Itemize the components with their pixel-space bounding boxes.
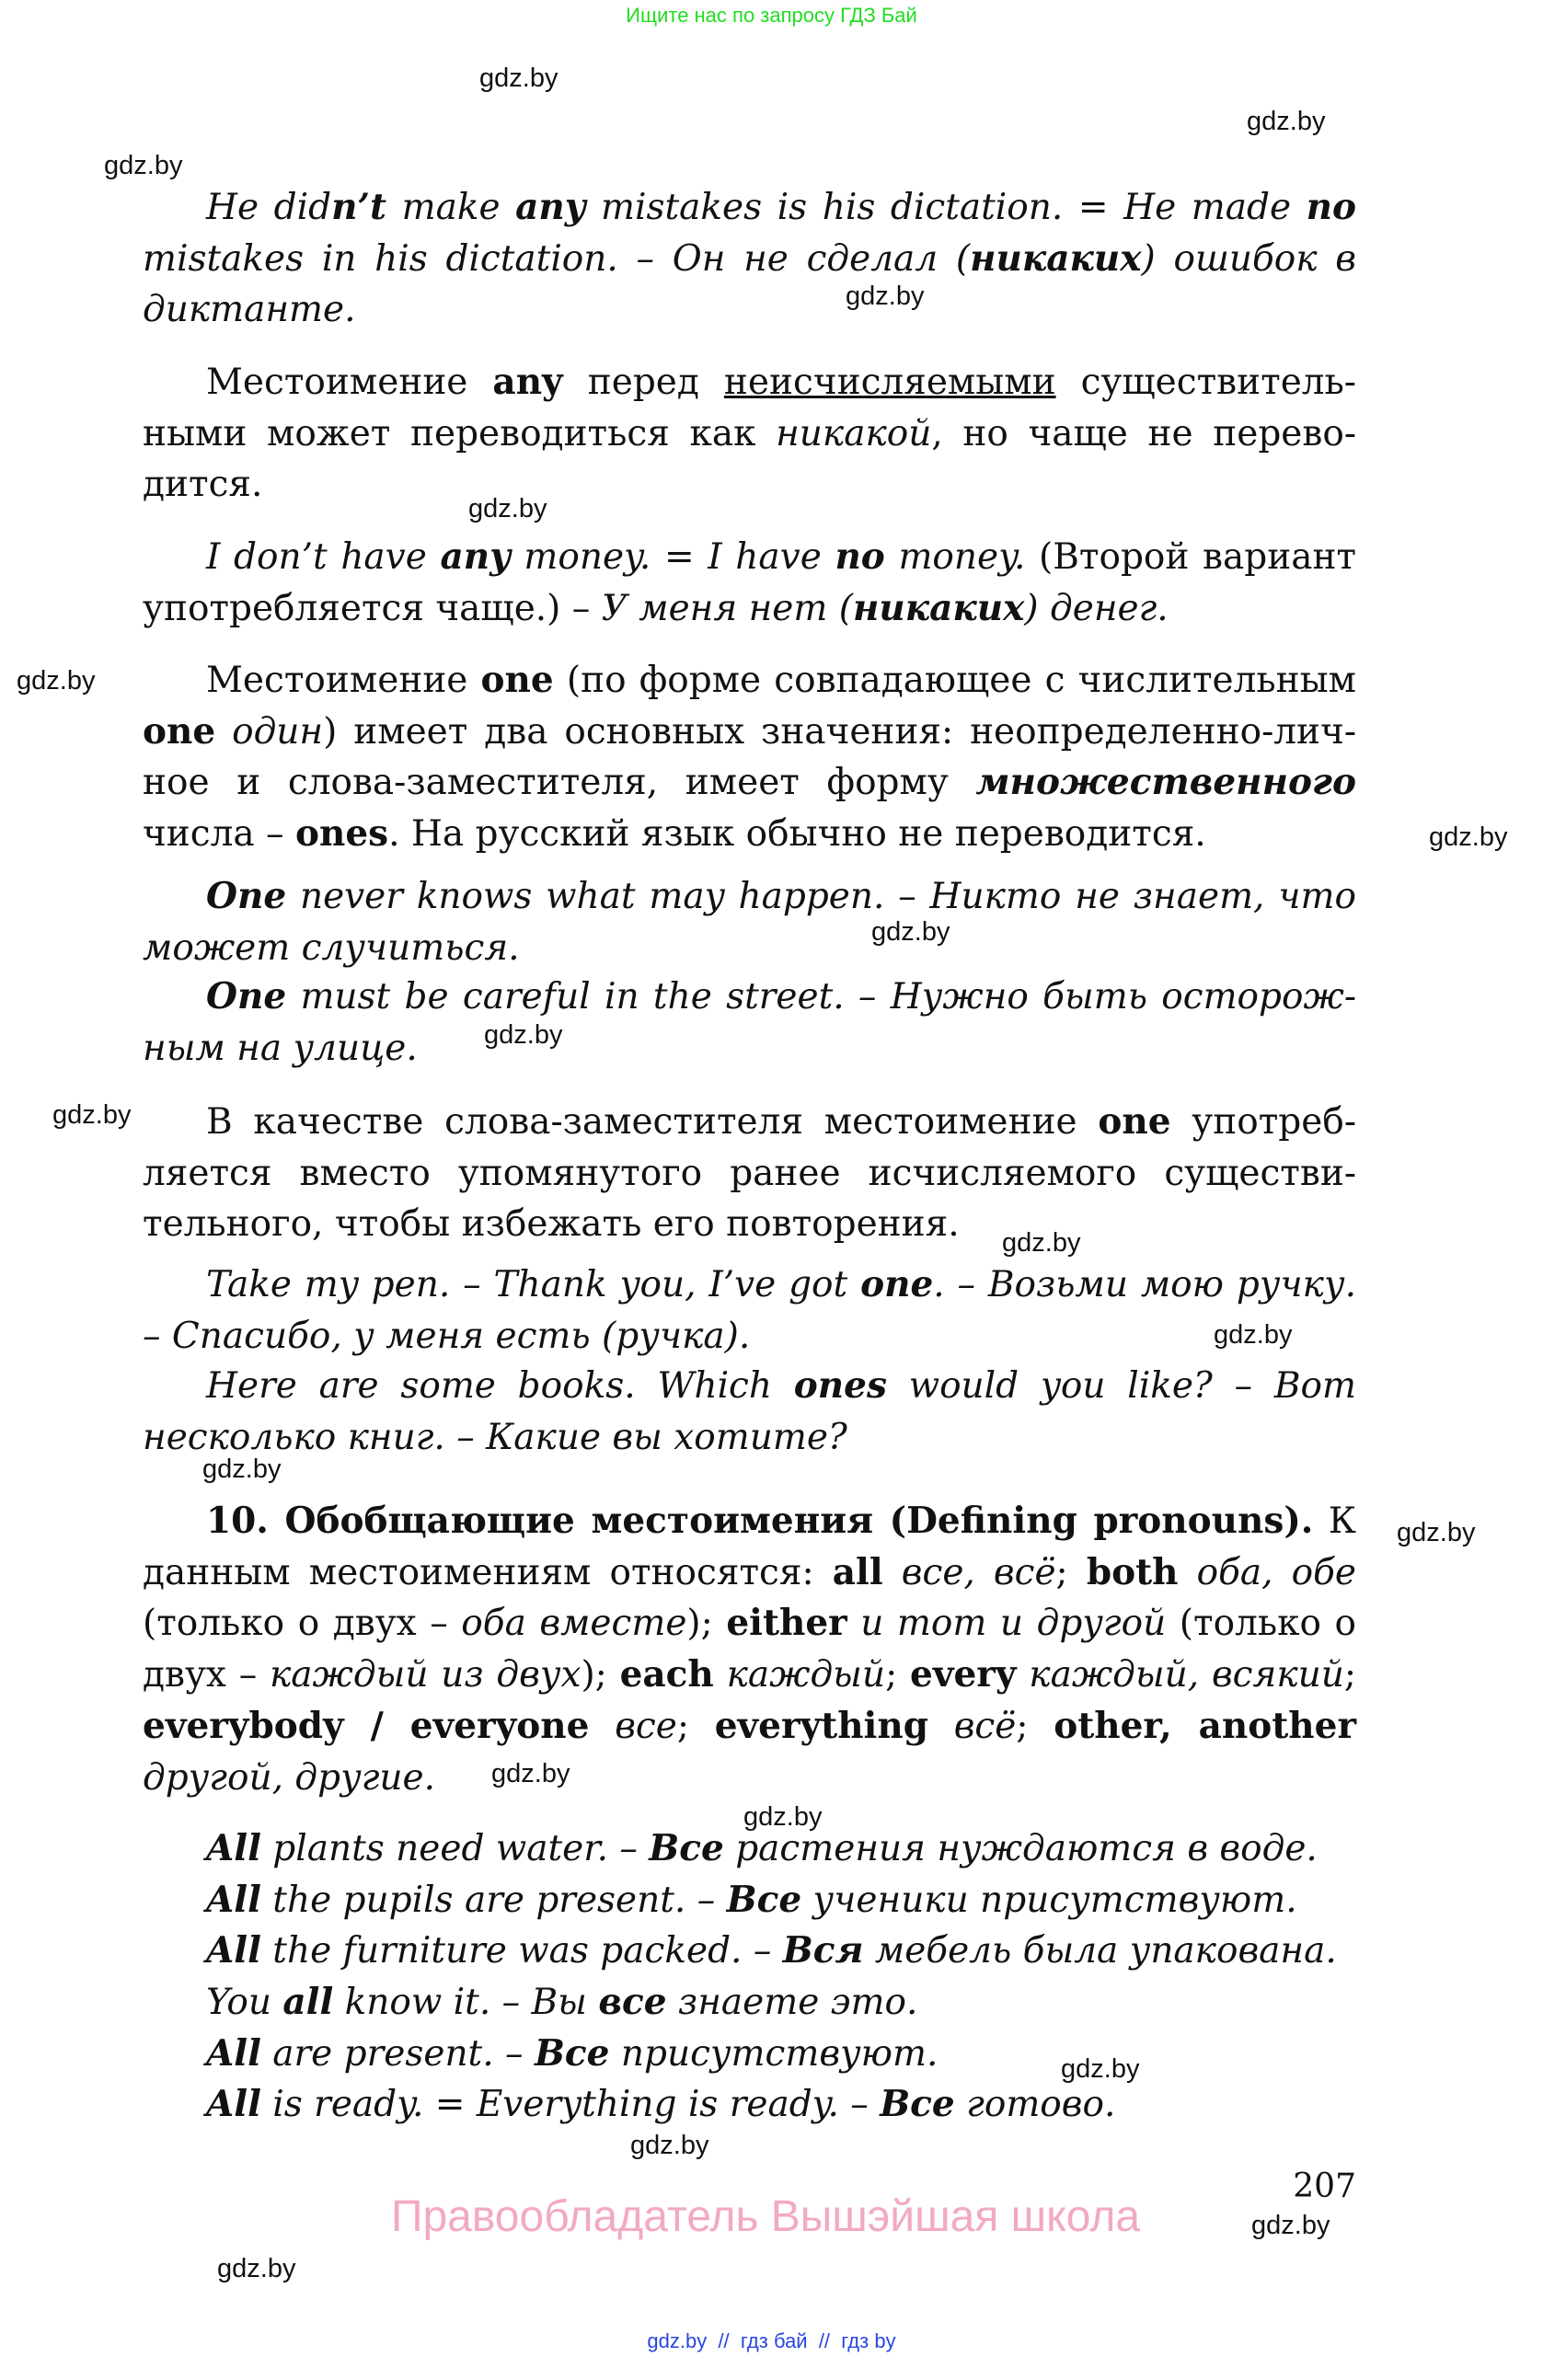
text-run: everything xyxy=(714,1704,928,1747)
text-run: would you like? – Вот несколько книг. – Какие вы хотите? xyxy=(143,1365,1356,1458)
watermark-text: gdz.by xyxy=(1397,1518,1476,1547)
text-run: (только о двух – xyxy=(143,1603,462,1645)
text-run: ; xyxy=(1016,1705,1054,1747)
watermark-text: gdz.by xyxy=(630,2131,709,2160)
text-run: множественного xyxy=(975,761,1356,804)
text-run: никаких xyxy=(970,236,1142,280)
section-paragraph xyxy=(143,1496,1356,1803)
text-run: неисчисляемыми xyxy=(723,362,1056,403)
text-run: мебель была упакована. xyxy=(863,1930,1337,1972)
text-run: one xyxy=(480,659,554,701)
text-run: He did xyxy=(206,187,332,228)
watermark-text: gdz.by xyxy=(17,666,96,696)
text-run: any xyxy=(440,535,511,578)
text-run xyxy=(928,1706,954,1747)
text-run: no xyxy=(835,535,885,578)
watermark-text: gdz.by xyxy=(1429,822,1508,852)
watermark-text: gdz.by xyxy=(217,2254,296,2283)
text-run: one xyxy=(143,709,216,753)
text-run: каждый, всякий xyxy=(1029,1654,1344,1696)
text-run: числа – xyxy=(143,813,295,856)
text-run: 10. Обобщающие местоимения (Defining pronouns). xyxy=(206,1500,1314,1542)
text-run: ; xyxy=(676,1705,715,1747)
text-run: оба вместе xyxy=(461,1603,687,1645)
text-run: , но чаще не переводится. xyxy=(143,412,1356,506)
text-paragraph xyxy=(143,1097,1356,1250)
text-run: mistakes is his dictation. = He made xyxy=(585,187,1307,228)
text-run: One xyxy=(206,875,287,917)
example-line xyxy=(206,1875,1402,1926)
text-run: One xyxy=(206,975,287,1018)
watermark-text: gdz.by xyxy=(1061,2054,1140,2084)
watermark-text: gdz.by xyxy=(743,1802,823,1832)
text-run: Местоимение xyxy=(206,660,481,701)
page-number: 207 xyxy=(1293,2167,1356,2205)
text-run: оба, обе xyxy=(1196,1551,1357,1593)
text-run: one xyxy=(1098,1100,1171,1143)
text-run xyxy=(1017,1654,1030,1696)
watermark-text: gdz.by xyxy=(52,1100,132,1130)
text-run: существительными может переводиться как xyxy=(143,362,1356,454)
watermark-text: gdz.by xyxy=(1251,2211,1330,2240)
watermark-text: gdz.by xyxy=(1247,107,1326,136)
text-run: знаете это. xyxy=(666,1982,918,2023)
text-run: money. = I have xyxy=(510,536,835,578)
text-run: ; xyxy=(1343,1654,1356,1696)
text-run: Все xyxy=(880,2083,955,2125)
text-run: каждый из двух xyxy=(269,1654,582,1696)
text-run: (только о двух – xyxy=(143,1603,1356,1696)
text-run: . На русский язык обычно не переводится. xyxy=(388,813,1206,856)
text-run: plants need water. – xyxy=(260,1828,650,1869)
text-run: ones xyxy=(294,812,389,856)
text-run: both xyxy=(1086,1550,1179,1593)
text-run: перед xyxy=(562,362,724,403)
search-notice: Ищите нас по запросу ГДЗ Бай xyxy=(626,4,917,27)
text-run: ) имеет два основных значения: неопределенно-личное и слова-заместителя, имеет форму xyxy=(143,710,1356,804)
text-run: готово. xyxy=(954,2084,1116,2125)
text-run xyxy=(1178,1552,1196,1593)
text-run: every xyxy=(910,1653,1017,1696)
text-run: (по форме совпадающее с числительным xyxy=(553,660,1356,701)
text-run xyxy=(714,1654,727,1696)
text-run: ученики присутствуют. xyxy=(801,1880,1297,1921)
text-run: no xyxy=(1306,186,1356,228)
text-run: употребляется вместо упомянутого ранее исчисляемого существительного, чтобы избежать его повторения. xyxy=(143,1101,1356,1246)
text-run: All xyxy=(206,2032,261,2075)
text-run: все xyxy=(598,1981,667,2023)
example-paragraph xyxy=(143,972,1356,1074)
text-run: все, всё xyxy=(901,1551,1056,1593)
text-run: ) денег. xyxy=(1024,587,1169,629)
text-run: ; xyxy=(885,1654,910,1696)
watermark-text: gdz.by xyxy=(491,1759,570,1788)
text-run: make xyxy=(386,187,516,228)
text-run: Here are some books. Which xyxy=(206,1365,794,1407)
example-line xyxy=(206,1823,1402,1875)
text-run: всё xyxy=(953,1705,1017,1747)
text-run xyxy=(883,1552,902,1593)
text-run: is ready. = Everything is ready. – xyxy=(260,2084,881,2125)
watermark-text: gdz.by xyxy=(871,917,950,947)
text-run: другой, другие. xyxy=(143,1756,436,1799)
text-run: никакой xyxy=(776,412,932,454)
text-run: everybody / everyone xyxy=(143,1704,590,1747)
text-run: ) ошибок в диктанте. xyxy=(143,237,1356,331)
example-paragraph xyxy=(143,532,1356,634)
watermark-text: gdz.by xyxy=(484,1020,563,1050)
text-run: ); xyxy=(581,1654,620,1696)
watermark-text: gdz.by xyxy=(846,282,925,311)
text-run: other, another xyxy=(1054,1704,1356,1747)
watermark-text: gdz.by xyxy=(1002,1228,1081,1258)
example-line xyxy=(206,1977,1402,2029)
text-run: К данным местоимениям относятся: xyxy=(143,1500,1356,1593)
text-run: растения нуждаются в воде. xyxy=(723,1828,1318,1869)
text-run: и тот и другой xyxy=(860,1603,1167,1645)
text-run: все xyxy=(615,1705,677,1747)
text-run: n’t xyxy=(331,186,387,228)
text-run: В качестве слова-заместителя местоимение xyxy=(206,1101,1099,1143)
watermark-text: gdz.by xyxy=(1214,1320,1293,1350)
text-run: ; xyxy=(1055,1551,1087,1593)
text-run: один xyxy=(232,710,324,753)
text-run: all xyxy=(282,1981,334,2023)
text-run: All xyxy=(206,1827,261,1869)
text-run: must be careful in the street. – Нужно быть осторожным на улице. xyxy=(143,976,1356,1069)
text-run: Все xyxy=(649,1827,724,1869)
example-paragraph xyxy=(143,1259,1356,1362)
example-paragraph xyxy=(143,182,1356,336)
example-line xyxy=(206,2079,1402,2131)
text-run: All xyxy=(206,1879,261,1921)
text-run: Все xyxy=(726,1879,802,1921)
example-paragraph xyxy=(143,1361,1356,1463)
text-run: (Второй вариант употребляется чаще.) – xyxy=(143,536,1357,629)
text-run: ); xyxy=(686,1603,727,1645)
watermark-text: gdz.by xyxy=(104,151,183,180)
text-run: ones xyxy=(793,1364,887,1407)
text-run: the pupils are present. – xyxy=(260,1880,727,1921)
text-run: any xyxy=(515,186,586,228)
text-run: У меня нет ( xyxy=(601,587,853,629)
text-run: are present. – xyxy=(260,2033,535,2075)
text-run: know it. – Вы xyxy=(333,1982,599,2023)
text-run: never knows what may happen. – Никто не знает, что может случиться. xyxy=(143,876,1356,969)
text-run: mistakes in his dictation. – Он не сделал ( xyxy=(143,237,971,280)
text-run: either xyxy=(726,1602,847,1645)
copyright-notice: Правообладатель Вышэйшая школа xyxy=(390,2192,1141,2241)
text-run: Местоимение xyxy=(206,362,493,403)
text-run: Вся xyxy=(782,1929,864,1972)
watermark-text: gdz.by xyxy=(202,1454,282,1484)
text-run xyxy=(589,1706,615,1747)
text-run: Take my pen. – Thank you, I’ve got xyxy=(206,1264,861,1305)
example-line xyxy=(206,1926,1402,1977)
text-run: присутствуют. xyxy=(609,2033,938,2075)
text-paragraph xyxy=(143,357,1356,511)
text-run: You xyxy=(206,1982,283,2023)
text-run: the furniture was packed. – xyxy=(260,1930,783,1972)
text-run: money. xyxy=(884,536,1040,578)
text-run: all xyxy=(832,1550,883,1593)
watermark-text: gdz.by xyxy=(468,494,547,523)
text-paragraph xyxy=(143,655,1356,860)
text-run: . – Возьми мою ручку. – Спасибо, у меня есть (ручка). xyxy=(143,1264,1356,1357)
text-run: one xyxy=(860,1263,934,1305)
text-run xyxy=(847,1603,861,1644)
example-paragraph xyxy=(143,871,1356,973)
text-run: никаких xyxy=(852,586,1025,629)
text-run: I don’t have xyxy=(206,536,441,578)
text-run: Все xyxy=(534,2032,610,2075)
text-run: All xyxy=(206,2083,261,2125)
text-run: any xyxy=(492,361,563,403)
footer-links[interactable]: gdz.by // гдз бай // гдз by xyxy=(647,2329,896,2352)
watermark-text: gdz.by xyxy=(479,63,558,93)
text-run: All xyxy=(206,1929,261,1972)
example-line xyxy=(206,2029,1402,2080)
text-run xyxy=(215,711,232,753)
text-run: each xyxy=(619,1653,714,1696)
text-run: каждый xyxy=(726,1654,886,1696)
